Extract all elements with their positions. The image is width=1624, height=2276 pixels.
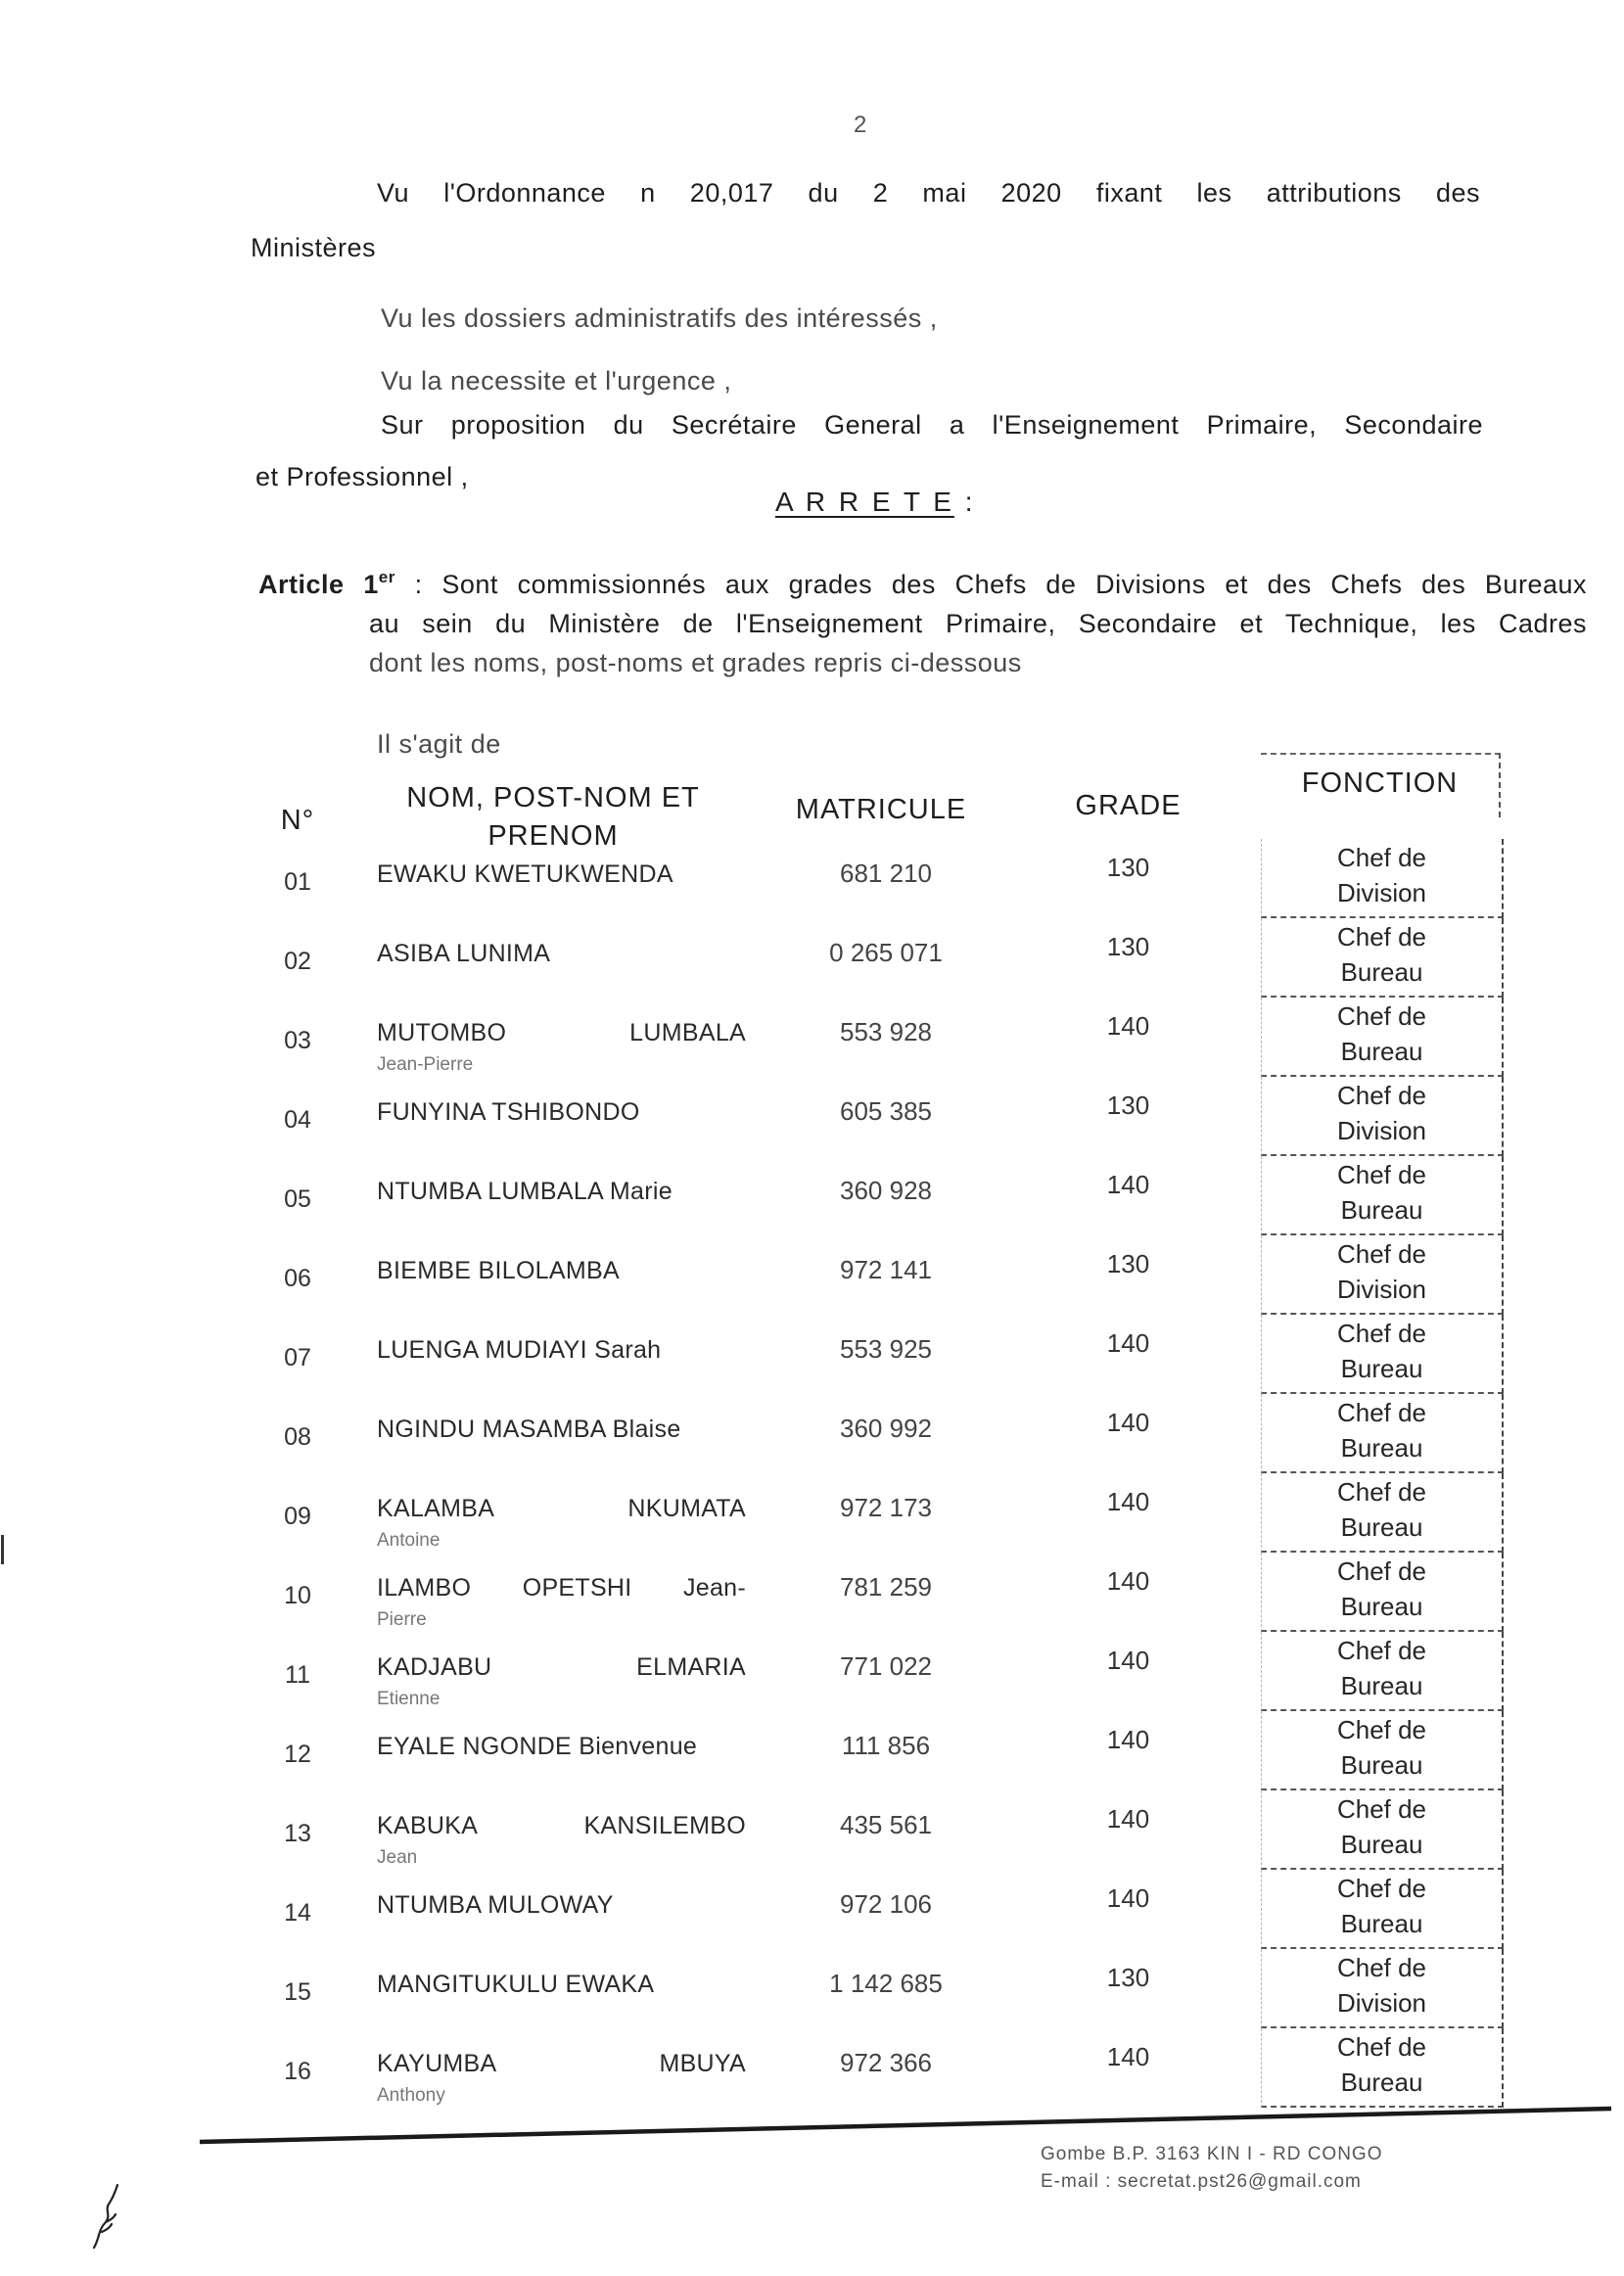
handwritten-mark [86, 2181, 125, 2253]
fonction-line-1: Chef de [1336, 1556, 1427, 1586]
table-row [0, 1235, 1624, 1315]
matricule: 771 022 [840, 1651, 932, 1681]
fonction-line-1: Chef de [1336, 1001, 1427, 1031]
row-number: 12 [284, 1741, 311, 1768]
employee-name: LUENGA MUDIAYI Sarah [377, 1336, 662, 1364]
table-row [0, 1156, 1624, 1235]
employee-name: NTUMBA MULOWAY [377, 1891, 614, 1919]
proposition-line: Sur proposition du Secrétaire General a l'Enseignement Primaire, Secondaire [381, 410, 1483, 440]
grade: 130 [1106, 1249, 1150, 1278]
article-1-line-2: au sein du Ministère de l'Enseignement Primaire, Secondaire et Technique, les Cadres [369, 609, 1587, 638]
grade: 140 [1106, 1566, 1150, 1596]
fonction-line-2: Bureau [1340, 1037, 1423, 1066]
header-matricule: MATRICULE [795, 794, 967, 825]
matricule: 435 561 [840, 1810, 932, 1839]
header-grade: GRADE [1075, 790, 1182, 821]
fonction-line-1: Chef de [1336, 1953, 1427, 1982]
row-number: 10 [284, 1582, 311, 1609]
row-number: 15 [284, 1978, 311, 2006]
fonction-line-2: Division [1336, 1116, 1427, 1145]
header-name-line-2: PRENOM [487, 820, 619, 852]
grade: 130 [1106, 932, 1150, 961]
decision-heading [775, 487, 975, 518]
matricule: 1 142 685 [829, 1969, 943, 1998]
fonction-line-2: Division [1336, 1988, 1427, 2018]
fonction-cell [1261, 1235, 1504, 1315]
fonction-line-1: Chef de [1336, 1319, 1427, 1348]
article-label: Article 1 [258, 570, 379, 599]
table-row [0, 1949, 1624, 2028]
fonction-cell [1261, 1156, 1504, 1235]
fonction-cell [1261, 1870, 1504, 1949]
matricule: 781 259 [840, 1572, 932, 1602]
grade: 140 [1106, 1408, 1150, 1437]
employee-name: KABUKA KANSILEMBO [377, 1812, 746, 1839]
fonction-line-2: Bureau [1340, 2067, 1423, 2097]
row-number: 08 [284, 1423, 311, 1451]
employee-name-continued: Jean-Pierre [377, 1054, 474, 1075]
grade: 140 [1106, 1725, 1150, 1754]
article-1-line-1 [258, 568, 1587, 601]
employee-name: NTUMBA LUMBALA Marie [377, 1178, 673, 1205]
row-number: 14 [284, 1899, 311, 1927]
table-row [0, 1711, 1624, 1790]
row-number: 09 [284, 1503, 311, 1530]
employee-name: ASIBA LUNIMA [377, 940, 551, 967]
footer-address: Gombe B.P. 3163 KIN I - RD CONGO [1041, 2144, 1383, 2164]
fonction-cell [1261, 1473, 1504, 1553]
matricule: 111 856 [841, 1731, 931, 1760]
grade: 130 [1106, 1091, 1150, 1120]
matricule: 681 210 [840, 859, 932, 888]
header-fonction: FONCTION [1261, 753, 1501, 817]
fonction-cell [1261, 1394, 1504, 1473]
matricule: 605 385 [840, 1096, 932, 1126]
employee-name: KADJABU ELMARIA [377, 1653, 746, 1681]
page-number: 2 [854, 112, 867, 138]
fonction-line-2: Bureau [1340, 1433, 1423, 1463]
grade: 130 [1106, 1963, 1150, 1992]
list-intro: Il s'agit de [377, 729, 501, 759]
row-number: 04 [284, 1106, 311, 1134]
ordonnance-line-continued: Ministères [251, 233, 377, 262]
row-number: 07 [284, 1344, 311, 1371]
row-number: 06 [284, 1265, 311, 1292]
table-row [0, 918, 1624, 998]
fonction-line-2: Bureau [1340, 1830, 1423, 1859]
matricule: 553 928 [840, 1017, 932, 1046]
fonction-line-1: Chef de [1336, 1794, 1427, 1824]
row-number: 05 [284, 1185, 311, 1213]
article-1-text: : Sont commissionnés aux grades des Chefs de Divisions et des Chefs des Bureaux [414, 570, 1587, 599]
header-number: N° [280, 805, 315, 836]
article-label-superscript: er [378, 568, 395, 586]
employee-name: NGINDU MASAMBA Blaise [377, 1416, 681, 1443]
row-number: 11 [285, 1661, 310, 1689]
decision-heading-text: A R R E T E [775, 487, 954, 517]
matricule: 0 265 071 [829, 938, 943, 967]
matricule: 360 992 [840, 1414, 932, 1443]
fonction-line-1: Chef de [1336, 1239, 1427, 1269]
fonction-cell [1261, 1315, 1504, 1394]
grade: 140 [1106, 1646, 1150, 1675]
employee-name-continued: Pierre [377, 1609, 427, 1630]
employee-name: BIEMBE BILOLAMBA [377, 1257, 620, 1284]
fonction-cell [1261, 918, 1504, 998]
grade: 140 [1106, 1804, 1150, 1834]
table-row [0, 1077, 1624, 1156]
fonction-line-2: Bureau [1340, 1750, 1423, 1780]
fonction-line-2: Bureau [1340, 1909, 1423, 1938]
employee-name-continued: Jean [377, 1847, 418, 1868]
row-number: 02 [284, 948, 311, 975]
fonction-line-2: Bureau [1340, 1671, 1423, 1700]
row-number: 01 [284, 868, 311, 896]
fonction-line-1: Chef de [1336, 1160, 1427, 1189]
employee-name: MANGITUKULU EWAKA [377, 1971, 655, 1998]
matricule: 553 925 [840, 1334, 932, 1364]
fonction-line-1: Chef de [1336, 1874, 1427, 1903]
matricule: 972 141 [840, 1255, 932, 1284]
fonction-line-2: Bureau [1340, 1354, 1423, 1383]
fonction-cell [1261, 1790, 1504, 1870]
fonction-line-2: Bureau [1340, 957, 1423, 987]
employee-name: MUTOMBO LUMBALA [377, 1019, 746, 1046]
table-row [0, 1315, 1624, 1394]
fonction-line-1: Chef de [1336, 922, 1427, 952]
row-number: 03 [284, 1027, 311, 1054]
proposition-line-continued: et Professionnel , [255, 462, 469, 491]
fonction-line-2: Bureau [1340, 1195, 1423, 1225]
row-number: 13 [284, 1820, 311, 1847]
table-row [0, 1553, 1624, 1632]
employee-name: EWAKU KWETUKWENDA [377, 860, 673, 888]
fonction-cell [1261, 1553, 1504, 1632]
grade: 140 [1106, 1328, 1150, 1358]
fonction-cell [1261, 1949, 1504, 2028]
employee-name-continued: Antoine [377, 1530, 441, 1551]
fonction-line-1: Chef de [1336, 1081, 1427, 1110]
employee-name: EYALE NGONDE Bienvenue [377, 1733, 698, 1760]
table-row [0, 1473, 1624, 1553]
employee-name: KALAMBA NKUMATA [377, 1495, 746, 1522]
fonction-line-1: Chef de [1336, 843, 1427, 872]
fonction-cell [1261, 1711, 1504, 1790]
matricule: 972 173 [840, 1493, 932, 1522]
matricule: 972 106 [840, 1889, 932, 1919]
fonction-cell [1261, 1077, 1504, 1156]
grade: 130 [1106, 853, 1150, 882]
footer-email: E-mail : secretat.pst26@gmail.com [1041, 2171, 1362, 2192]
commission-table [0, 839, 1624, 2108]
ordonnance-line: Vu l'Ordonnance n 20,017 du 2 mai 2020 fixant les attributions des [377, 178, 1480, 208]
table-row [0, 2028, 1624, 2108]
employee-name: KAYUMBA MBUYA [377, 2050, 746, 2077]
fonction-cell [1261, 998, 1504, 1077]
employee-name-continued: Anthony [377, 2085, 445, 2106]
fonction-cell [1261, 2028, 1504, 2108]
employee-name-continued: Etienne [377, 1689, 441, 1709]
footer-rule [196, 2103, 1617, 2148]
row-number: 16 [284, 2058, 311, 2085]
fonction-line-1: Chef de [1336, 1715, 1427, 1744]
table-row [0, 1790, 1624, 1870]
grade: 140 [1106, 1487, 1150, 1516]
matricule: 972 366 [840, 2048, 932, 2077]
decision-heading-colon: : [964, 487, 976, 517]
table-row [0, 1870, 1624, 1949]
fonction-cell [1261, 1632, 1504, 1711]
header-name-line-1: NOM, POST-NOM ET [406, 782, 700, 813]
grade: 140 [1106, 1170, 1150, 1199]
matricule: 360 928 [840, 1176, 932, 1205]
table-row [0, 1632, 1624, 1711]
table-header [0, 767, 1624, 852]
fonction-line-1: Chef de [1336, 2032, 1427, 2062]
dossiers-line: Vu les dossiers administratifs des intéressés , [381, 303, 938, 333]
fonction-line-1: Chef de [1336, 1477, 1427, 1507]
fonction-line-1: Chef de [1336, 1398, 1427, 1427]
fonction-line-1: Chef de [1336, 1636, 1427, 1665]
fonction-line-2: Bureau [1340, 1592, 1423, 1621]
table-row [0, 1394, 1624, 1473]
employee-name: ILAMBO OPETSHI Jean- [377, 1574, 746, 1602]
grade: 140 [1106, 1883, 1150, 1913]
employee-name: FUNYINA TSHIBONDO [377, 1098, 640, 1126]
grade: 140 [1106, 2042, 1150, 2071]
grade: 140 [1106, 1011, 1150, 1041]
fonction-cell [1261, 839, 1504, 918]
table-row [0, 839, 1624, 918]
article-1-line-3: dont les noms, post-noms et grades repris ci-dessous [369, 648, 1022, 677]
fonction-line-2: Division [1336, 1275, 1427, 1304]
fonction-line-2: Division [1336, 878, 1427, 907]
urgence-line: Vu la necessite et l'urgence , [381, 366, 732, 395]
fonction-line-2: Bureau [1340, 1512, 1423, 1542]
table-row [0, 998, 1624, 1077]
scan-edge-mark [1, 1535, 4, 1564]
